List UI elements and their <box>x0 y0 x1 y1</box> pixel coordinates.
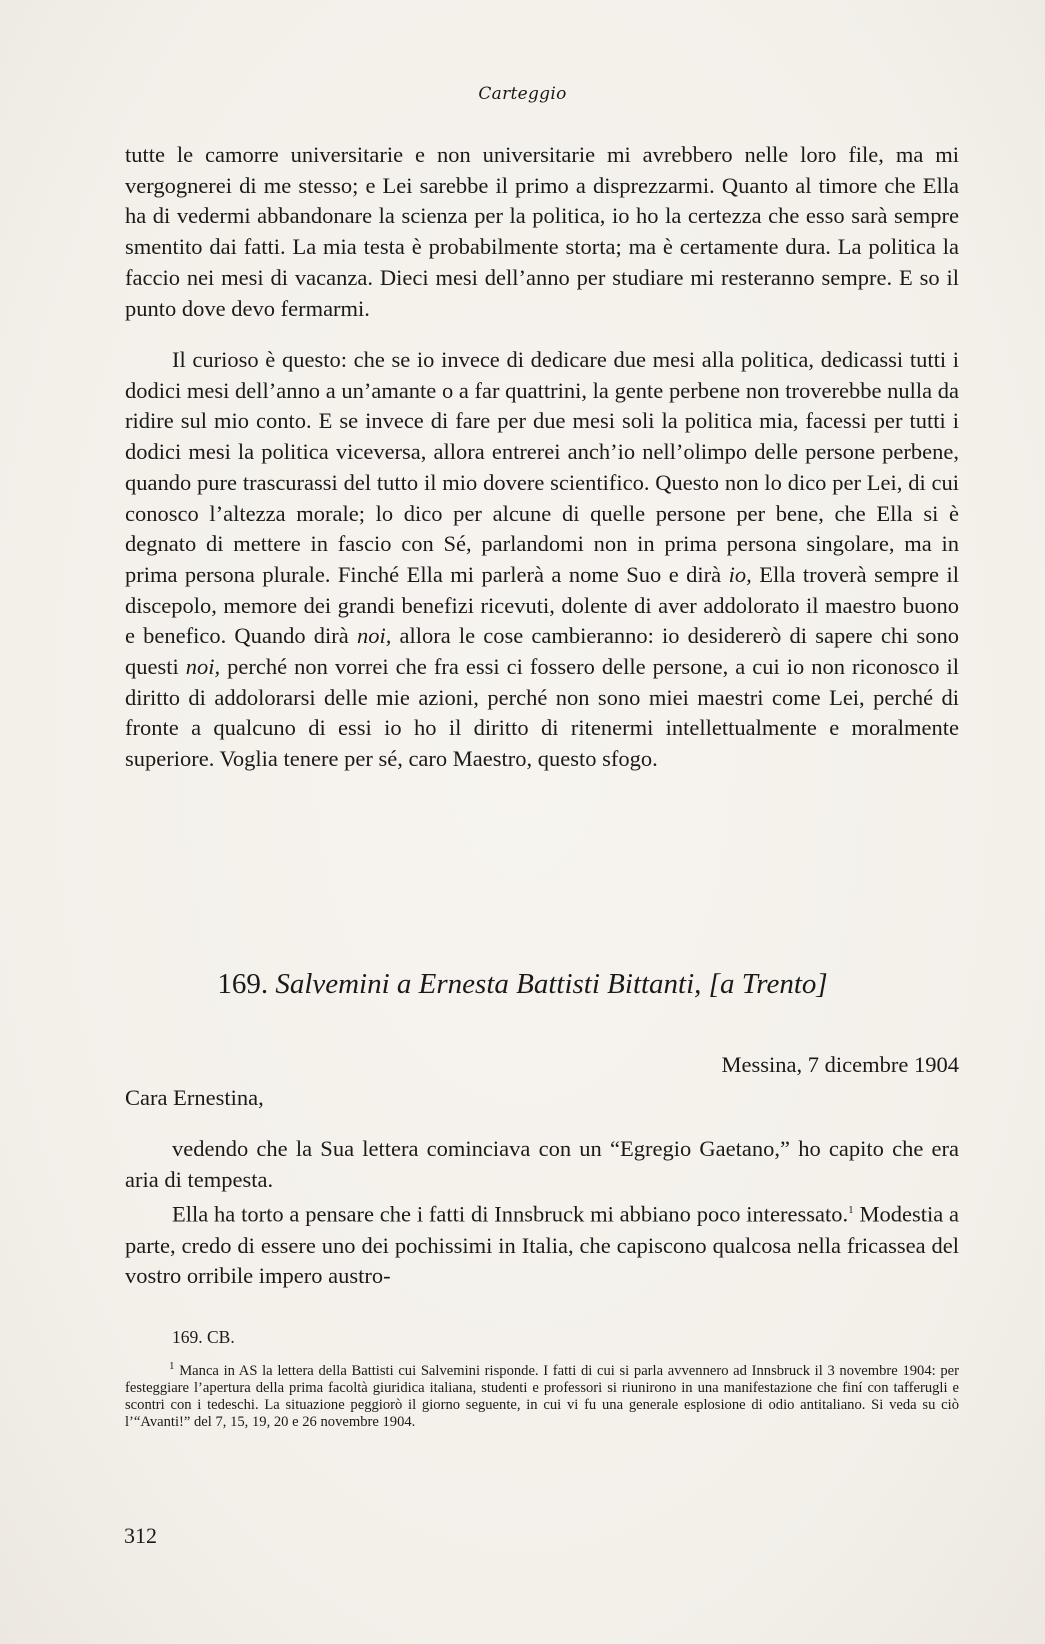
footnote-ref: 1 <box>848 1204 854 1217</box>
footnote <box>125 1358 959 1431</box>
letter-heading <box>0 968 1045 1001</box>
source-note: 169. CB. <box>172 1327 235 1347</box>
letter-place: [a Trento] <box>708 968 828 1000</box>
dateline: Messina, 7 dicembre 1904 <box>721 1052 959 1077</box>
text-run: Modestia a parte, credo di essere uno dei pochissimi in Italia, che capiscono qualcosa nella fricassea del vostro orribile impero austro- <box>125 1201 959 1289</box>
text-run: Ella troverà sempre il discepolo, memore dei grandi benefizi ricevuti, dolente di aver addolorato il maestro buono e benefico. Quando dirà <box>125 561 960 649</box>
footnote-mark: 1 <box>169 1360 175 1372</box>
paragraph-text: tutte le camorre universitarie e non universitarie mi avrebbero nelle loro file, ma mi vergognerei di me stesso; e Lei sarebbe il primo a disprezzarmi. Quanto al timore che Ella ha di vedermi abbandonare la scienza per la politica, io ho la certezza che esso sarà sempre smentito dai fatti. La mia testa è probabilmente storta; ma è certamente dura. La politica la faccio nei mesi di vacanza. Dieci mesi dell’anno per studiare mi resteranno sempre. E so il punto dove devo fermarmi. <box>125 142 959 321</box>
text-run: Ella ha torto a pensare che i fatti di Innsbruck mi abbiano poco interessato. <box>172 1201 849 1227</box>
paragraph-two <box>125 345 959 775</box>
footnote-text: Manca in AS la lettera della Battisti cui Salvemini risponde. I fatti di cui si parla avvennero ad Innsbruck il 3 novembre 1904: per festeggiare l’apertura della prima facoltà giuridica italiana, studenti e professori si riunirono in una manifestazione che finí con tafferugli e scontri con i tedeschi. La situazione peggiorò il giorno seguente, in cui vi fu una generale esplosione di odio antitaliano. Si veda su ciò l’“Avanti!” del 7, 15, 19, 20 e 26 novembre 1904. <box>125 1362 959 1430</box>
running-head: Carteggio <box>478 84 567 104</box>
letter-paragraph: vedendo che la Sua lettera cominciava con un “Egregio Gaetano,” ho capito che era aria di tempesta. <box>125 1136 959 1192</box>
page-number: 312 <box>124 1523 157 1548</box>
letter-paragraph <box>125 1195 959 1292</box>
letter-body <box>125 1134 959 1292</box>
emphasis-noi: noi, <box>185 654 221 680</box>
letter-title: Salvemini a Ernesta Battisti Bittanti, <box>275 968 702 1000</box>
continuation-paragraph <box>125 140 959 324</box>
salutation: Cara Ernestina, <box>125 1085 264 1110</box>
text-run: perché non vorrei che fra essi ci fossero delle persone, a cui io non riconosco il diritto di addolorarsi delle mie azioni, perché non sono miei maestri come Lei, perché di fronte a qualcuno di essi io ho il diritto di ritenermi intellettualmente e moralmente superiore. Voglia tenere per sé, caro Maestro, questo sfogo. <box>125 654 959 772</box>
emphasis-io: io, <box>728 561 752 587</box>
text-run: Il curioso è questo: che se io invece di dedicare due mesi alla politica, dedicassi tutti i dodici mesi dell’anno a un’amante o a far quattrini, la gente perbene non troverebbe nulla da ridire sul mio conto. E se invece di fare per due mesi soli la politica mia, facessi per tutti i dodici mesi la politica viceversa, allora entrerei anch’io nell’olimpo delle persone perbene, quando pure trascurassi del tutto il mio dovere scientifico. Questo non lo dico per Lei, di cui conosco l’altezza morale; lo dico per alcune di quelle persone per bene, che Ella si è degnato di mettere in fascio con Sé, parlandomi non in prima persona singolare, ma in prima persona plurale. Finché Ella mi parlerà a nome Suo e dirà <box>125 347 959 587</box>
paragraph-text <box>125 345 959 775</box>
text-run: allora le cose cambieranno: io desidererò di sapere chi sono questi <box>125 623 959 680</box>
emphasis-noi: noi, <box>356 623 392 649</box>
letter-number: 169. <box>217 968 269 1000</box>
